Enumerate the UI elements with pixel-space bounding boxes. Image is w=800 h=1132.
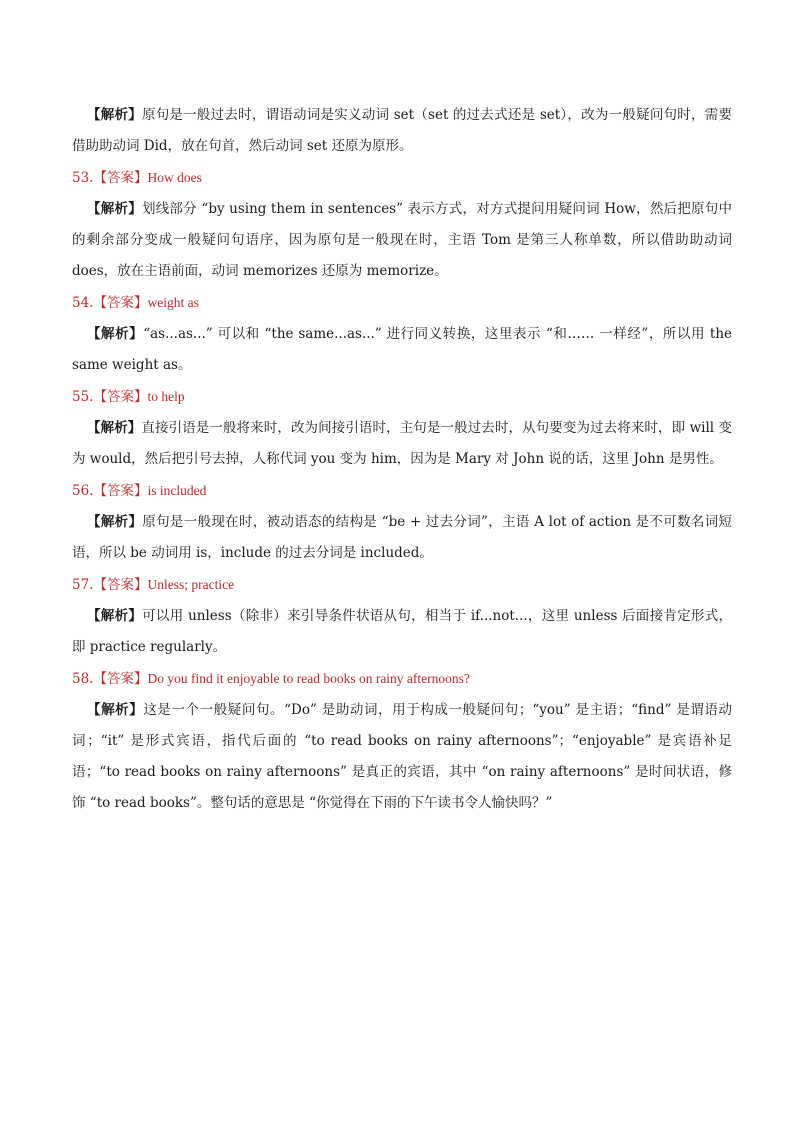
answer-56 <box>72 475 732 507</box>
analysis-label: 【解析】 <box>87 702 144 718</box>
analysis-56 <box>72 507 732 569</box>
answer-54 <box>72 287 732 319</box>
answer-label: 【答案】 <box>93 577 148 593</box>
answer-58 <box>72 663 732 695</box>
question-number: 56. <box>72 483 94 499</box>
analysis-55 <box>72 413 732 475</box>
analysis-label: 【解析】 <box>87 107 142 123</box>
analysis-58 <box>72 695 732 819</box>
analysis-53 <box>72 194 732 287</box>
answer-label: 【答案】 <box>93 389 148 405</box>
answer-text: to help <box>147 389 185 404</box>
answer-label: 【答案】 <box>93 295 148 311</box>
question-number: 58. <box>72 671 94 687</box>
answer-53 <box>72 162 732 194</box>
answer-text: is included <box>147 483 207 498</box>
analysis-label: 【解析】 <box>87 326 144 342</box>
analysis-text: 这是一个一般疑问句。“Do” 是助动词，用于构成一般疑问句；“you” 是主语；“find” 是谓语动词；“it” 是形式宾语，指代后面的 “to read books on rainy afternoons”；“enjoyable” 是宾语补足语；“to read books on rainy afternoons” 是真正的宾语，其中 “on rainy afternoons” 是时间状语，修饰 “to read books”。整句话的意思是 “你觉得在下雨的下午读书令人愉快吗？” <box>72 702 732 811</box>
answer-text: Do you find it enjoyable to read books on rainy afternoons? <box>147 671 470 686</box>
answer-label: 【答案】 <box>93 671 148 687</box>
analysis-label: 【解析】 <box>87 514 143 530</box>
analysis-text: 直接引语是一般将来时，改为间接引语时，主句是一般过去时，从句要变为过去将来时，即 will 变为 would，然后把引号去掉，人称代词 you 变为 him，因为是 Mary 对 John 说的话，这里 John 是男性。 <box>72 420 733 467</box>
analysis-label: 【解析】 <box>87 201 142 217</box>
answer-55 <box>72 381 732 413</box>
question-number: 55. <box>72 389 94 405</box>
analysis-54 <box>72 319 732 381</box>
answer-label: 【答案】 <box>93 170 148 186</box>
answer-57 <box>72 569 732 601</box>
question-number: 53. <box>72 170 94 186</box>
analysis-text: “as...as...” 可以和 “the same...as...” 进行同义转换，这里表示 “和…… 一样经”，所以用 the same weight as。 <box>72 326 732 373</box>
question-number: 54. <box>72 295 94 311</box>
document-page <box>72 100 732 819</box>
answer-text: weight as <box>147 295 199 310</box>
analysis-text: 原句是一般过去时，谓语动词是实义动词 set（set 的过去式还是 set），改为一般疑问句时，需要借助助动词 Did，放在句首，然后动词 set 还原为原形。 <box>72 107 733 154</box>
analysis-57 <box>72 601 732 663</box>
answer-text: How does <box>147 170 202 185</box>
analysis-text: 可以用 unless（除非）来引导条件状语从句，相当于 if...not...，这里 unless 后面接肯定形式，即 practice regularly。 <box>72 608 732 655</box>
question-number: 57. <box>72 577 94 593</box>
analysis-label: 【解析】 <box>87 420 142 436</box>
answer-text: Unless; practice <box>147 577 235 592</box>
answer-label: 【答案】 <box>93 483 148 499</box>
analysis-52 <box>72 100 732 162</box>
analysis-text: 原句是一般现在时，被动语态的结构是 “be + 过去分词”，主语 A lot of action 是不可数名词短语，所以 be 动词用 is，include 的过去分词是 included。 <box>72 514 733 561</box>
analysis-label: 【解析】 <box>87 608 143 624</box>
analysis-text: 划线部分 “by using them in sentences” 表示方式，对方式提问用疑问词 How，然后把原句中的剩余部分变成一般疑问句语序，因为原句是一般现在时，主语 Tom 是第三人称单数，所以借助助动词 does，放在主语前面，动词 memorizes 还原为 memorize。 <box>72 201 733 279</box>
